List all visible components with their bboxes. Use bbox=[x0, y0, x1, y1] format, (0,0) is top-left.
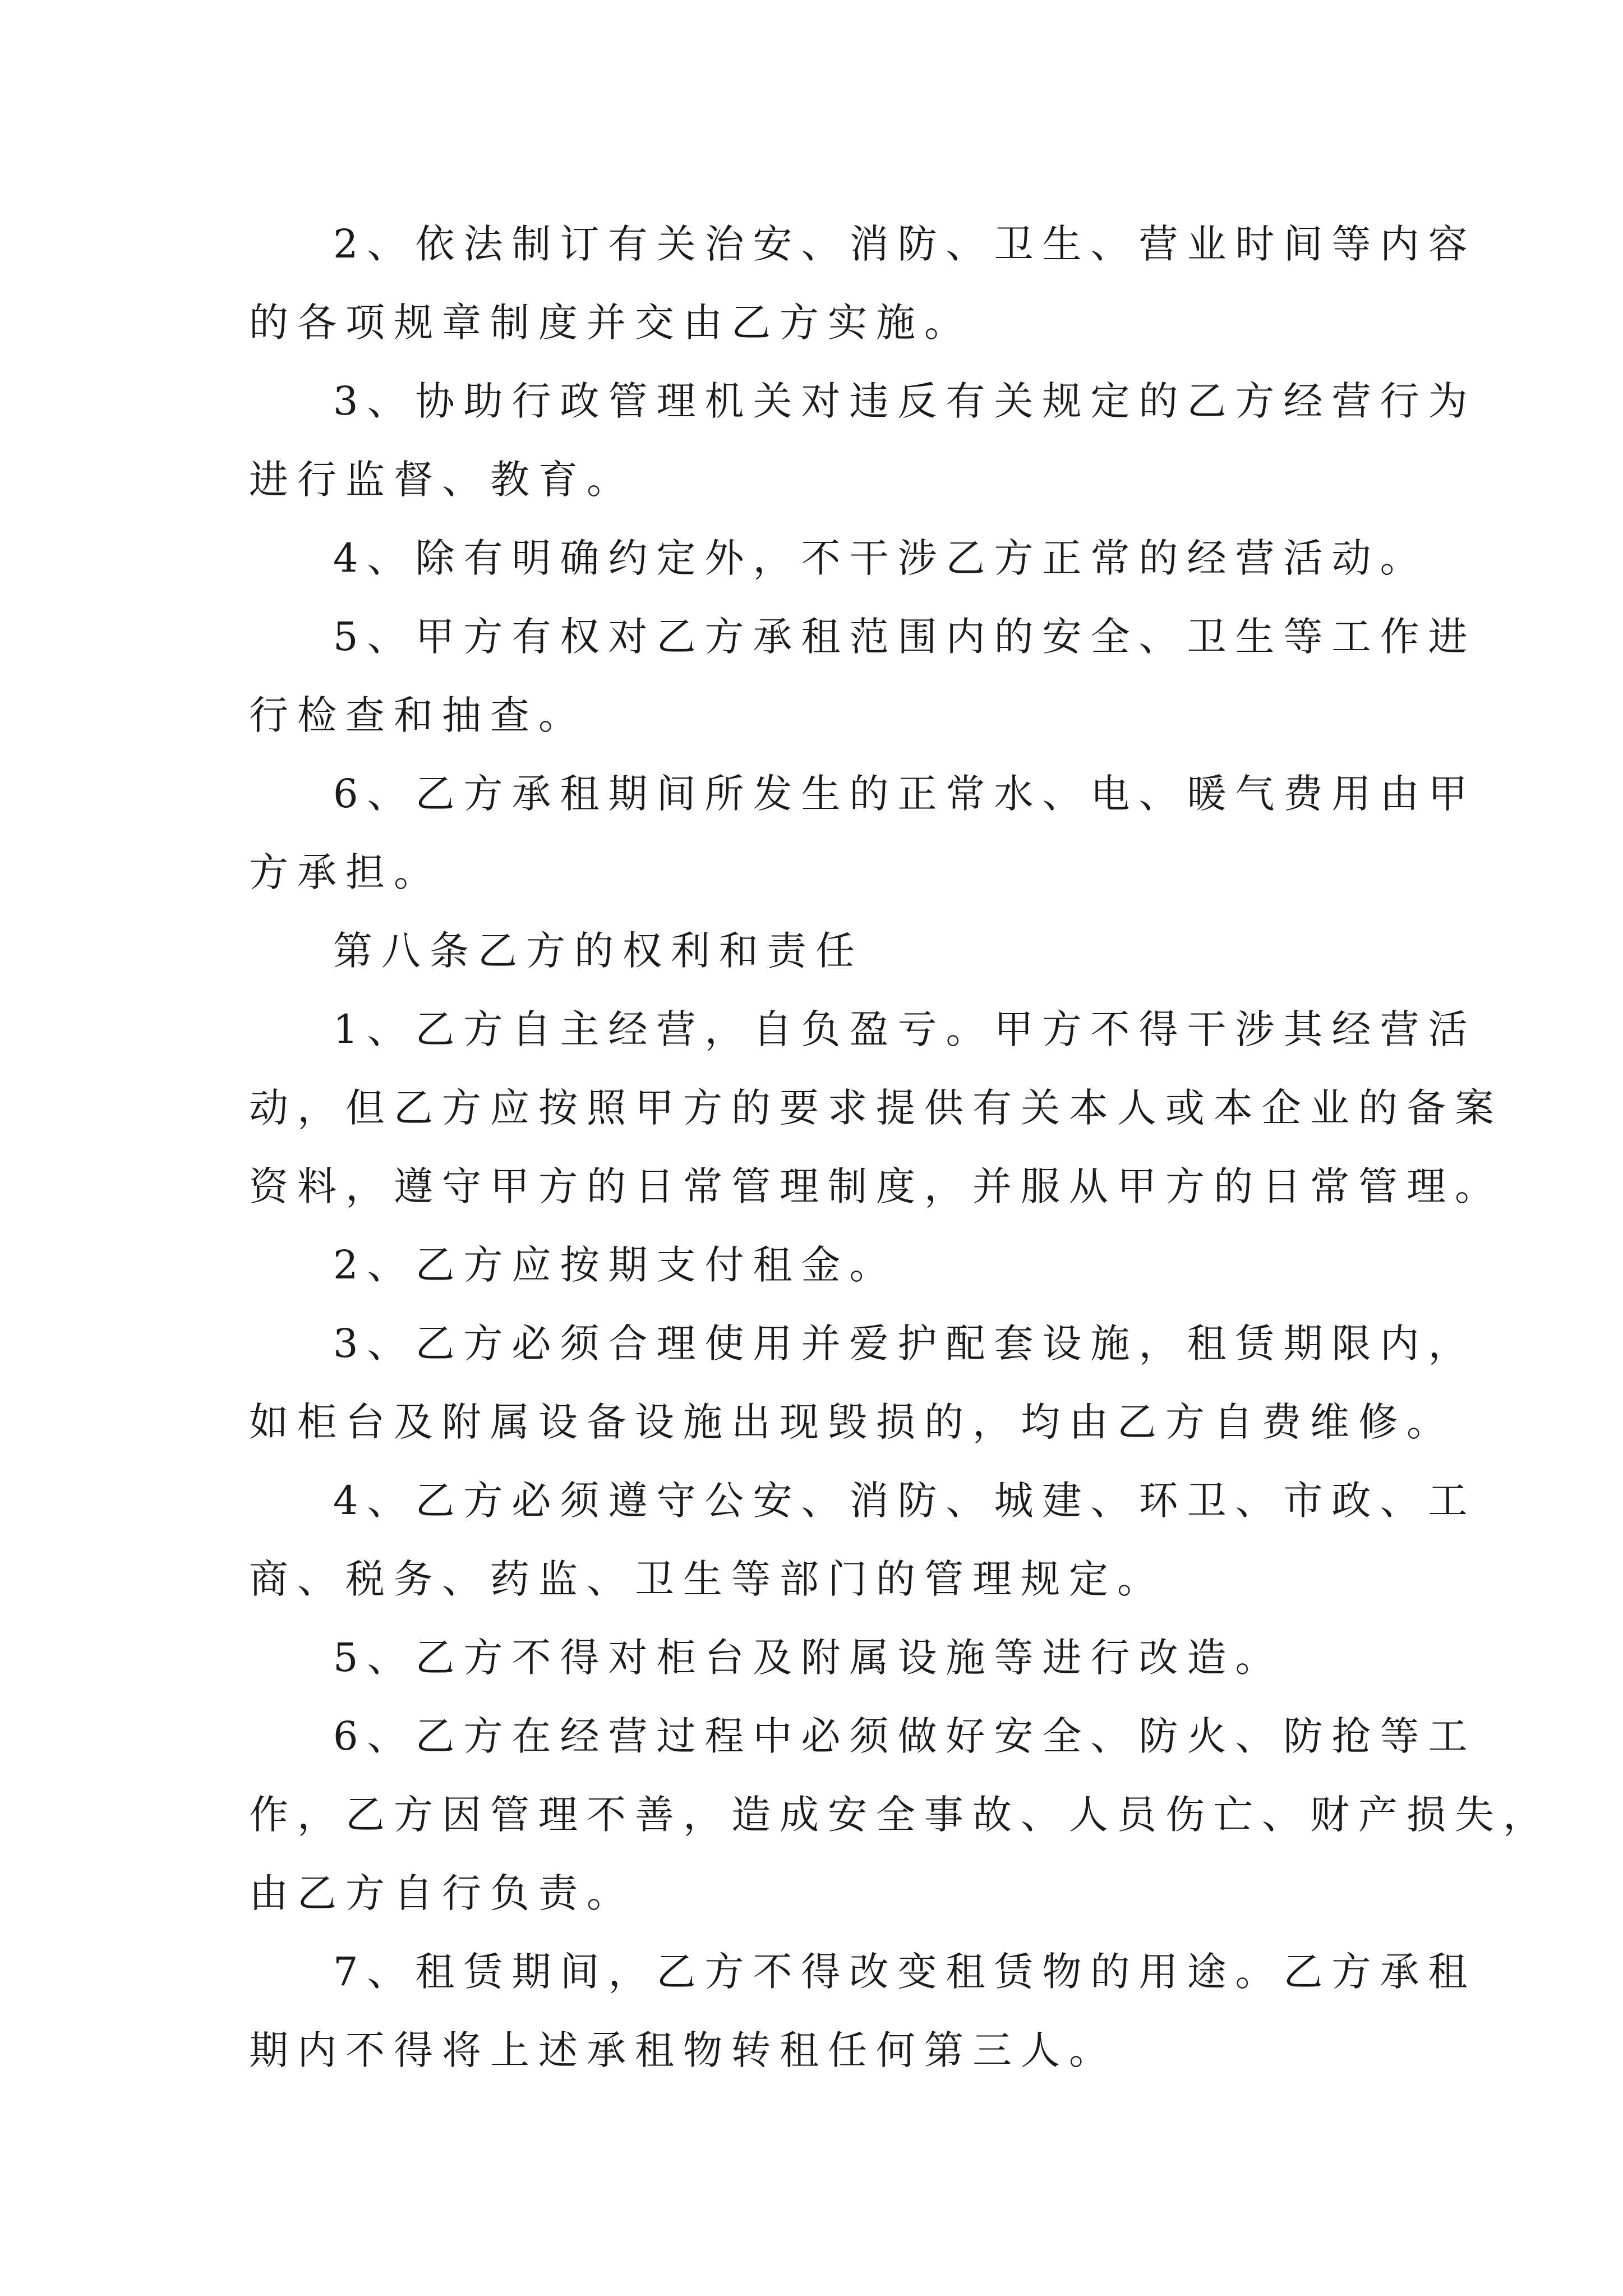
text-line: 6、乙方在经营过程中必须做好安全、防火、防抢等工 bbox=[333, 1713, 1477, 1759]
text-line: 4、除有明确约定外，不干涉乙方正常的经营活动。 bbox=[333, 535, 1428, 581]
text-line: 动，但乙方应按照甲方的要求提供有关本人或本企业的备案 bbox=[249, 1085, 1503, 1131]
text-line: 3、乙方必须合理使用并爱护配套设施，租赁期限内， bbox=[333, 1320, 1477, 1366]
text-line: 行检查和抽查。 bbox=[249, 692, 587, 738]
document-body bbox=[249, 205, 1551, 2090]
text-line: 2、依法制订有关治安、消防、卫生、营业时间等内容 bbox=[333, 221, 1477, 267]
text-line: 1、乙方自主经营，自负盈亏。甲方不得干涉其经营活 bbox=[333, 1006, 1477, 1052]
text-line: 方承担。 bbox=[249, 849, 442, 895]
text-line: 作，乙方因管理不善，造成安全事故、人员伤亡、财产损失， bbox=[249, 1792, 1551, 1838]
text-line: 4、乙方必须遵守公安、消防、城建、环卫、市政、工 bbox=[333, 1478, 1477, 1524]
text-line: 商、税务、药监、卫生等部门的管理规定。 bbox=[249, 1556, 1165, 1602]
text-line: 进行监督、教育。 bbox=[249, 457, 635, 503]
text-line: 3、协助行政管理机关对违反有关规定的乙方经营行为 bbox=[333, 378, 1477, 424]
text-line: 5、甲方有权对乙方承租范围内的安全、卫生等工作进 bbox=[333, 614, 1477, 660]
text-line: 由乙方自行负责。 bbox=[249, 1870, 635, 1916]
text-line: 期内不得将上述承租物转租任何第三人。 bbox=[249, 2027, 1117, 2073]
section-heading: 第八条乙方的权利和责任 bbox=[333, 928, 864, 974]
text-line: 如柜台及附属设备设施出现毁损的，均由乙方自费维修。 bbox=[249, 1399, 1455, 1445]
text-line: 资料，遵守甲方的日常管理制度，并服从甲方的日常管理。 bbox=[249, 1163, 1503, 1209]
text-line: 2、乙方应按期支付租金。 bbox=[333, 1242, 898, 1288]
text-line: 6、乙方承租期间所发生的正常水、电、暖气费用由甲 bbox=[333, 771, 1477, 817]
text-line: 7、租赁期间，乙方不得改变租赁物的用途。乙方承租 bbox=[333, 1949, 1477, 1995]
text-line: 的各项规章制度并交由乙方实施。 bbox=[249, 300, 972, 346]
text-line: 5、乙方不得对柜台及附属设施等进行改造。 bbox=[333, 1635, 1284, 1681]
